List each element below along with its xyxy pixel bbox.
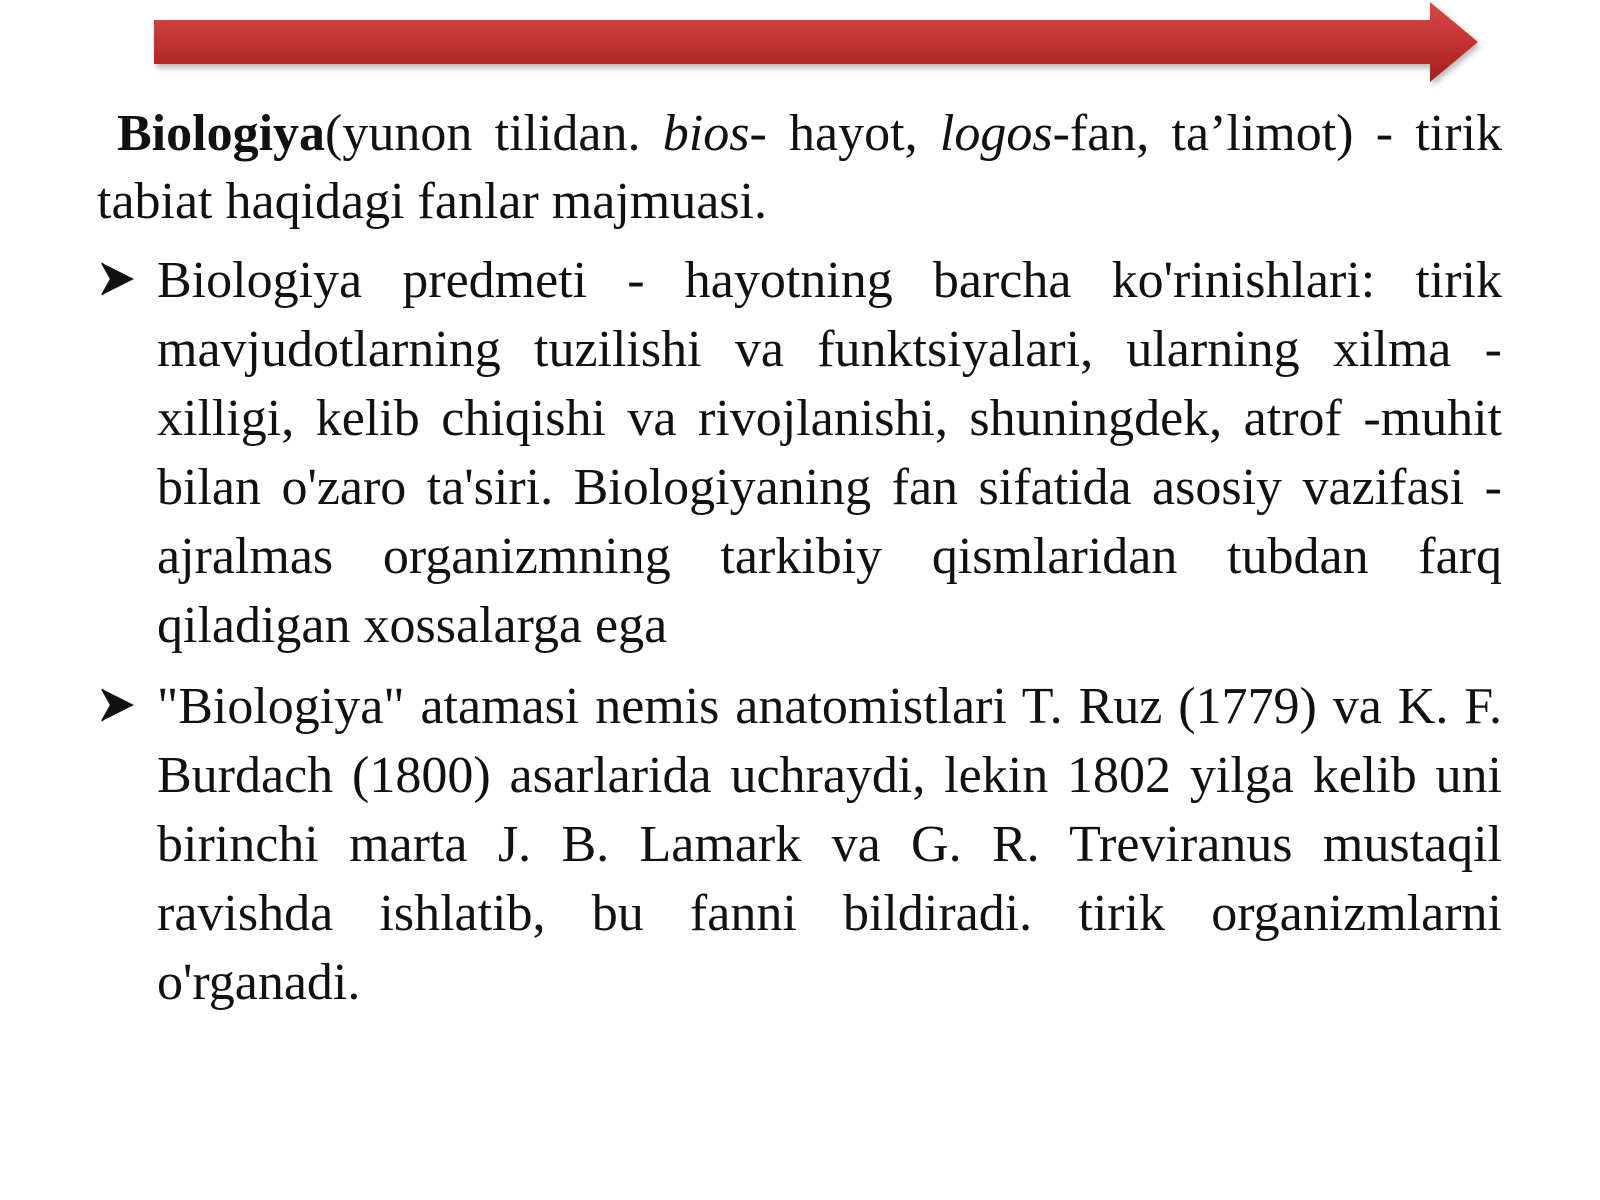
decorative-arrow-icon — [150, 0, 1510, 92]
arrowhead-bullet-icon — [99, 686, 137, 724]
intro-text-part-2: - hayot, — [749, 105, 940, 162]
arrowhead-bullet-icon — [99, 260, 137, 298]
slide-content — [97, 100, 1502, 1029]
bullet-list — [97, 246, 1502, 1017]
bullet-text: "Biologiya" atamasi nemis anatomistlari T. Ruz (1779) va K. F. Burdach (1800) asarlarida uchraydi, lekin 1802 yilga kelib uni birinchi marta J. B. Lamark va G. R. Treviranus mustaqil ravishda ishlatib, bu fanni bildiradi. tirik organizmlarni o'rganadi. — [157, 678, 1502, 1011]
intro-paragraph — [97, 100, 1502, 236]
intro-term: Biologiya — [117, 105, 326, 162]
intro-word-logos: logos — [939, 105, 1053, 162]
bullet-item — [97, 246, 1502, 660]
intro-word-bios: bios — [662, 105, 750, 162]
intro-text-part-1: (yunon tilidan. — [325, 105, 663, 162]
bullet-item — [97, 672, 1502, 1017]
bullet-text: Biologiya predmeti - hayotning barcha ko'rinishlari: tirik mavjudotlarning tuzilishi va funktsiyalari, ularning xilma -xilligi, kelib chiqishi va rivojlanishi, shuningdek, atrof -muhit bilan o'zaro ta'siri. Biologiyaning fan sifatida asosiy vazifasi - ajralmas organizmning tarkibiy qismlaridan tubdan farq qiladigan xossalarga ega — [157, 252, 1502, 654]
intro-text-part-3: -fan, ta’limot) - tirik tabiat haqidagi fanlar majmuasi. — [97, 105, 1503, 230]
